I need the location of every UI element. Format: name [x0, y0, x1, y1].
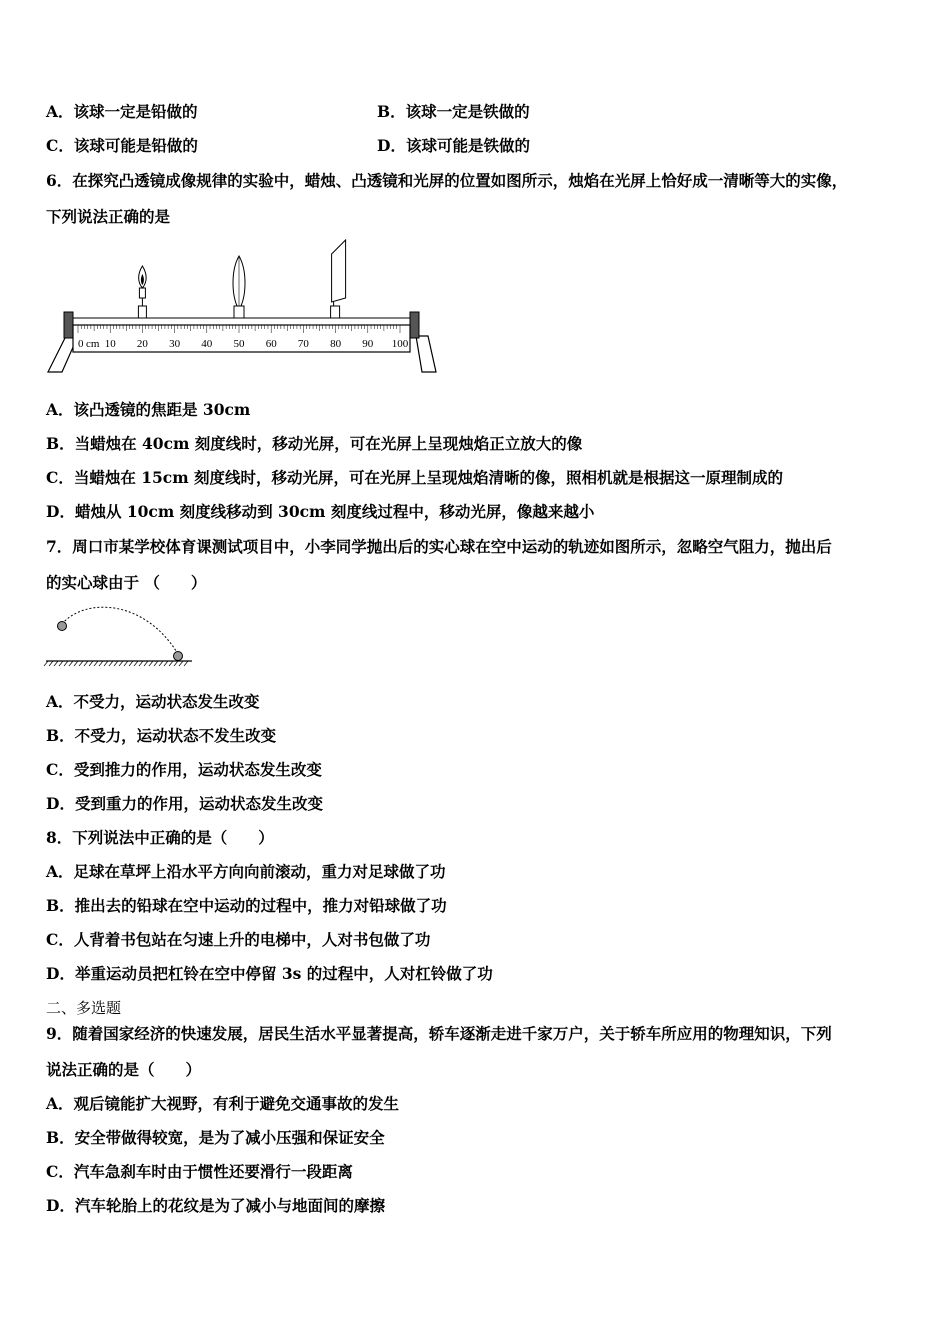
hatch-mark	[184, 661, 188, 666]
hatch-mark	[99, 661, 103, 666]
q7-option-b: B．不受力，运动状态不发生改变	[46, 726, 277, 745]
hatch-mark	[144, 661, 148, 666]
scale-tick-label: 100	[391, 338, 409, 350]
hatch-mark	[109, 661, 113, 666]
q7-option-d: D．受到重力的作用，运动状态发生改变	[46, 794, 323, 813]
scale-tick-label: 90	[362, 338, 374, 350]
q6-stem-line1: 6．在探究凸透镜成像规律的实验中，蜡烛、凸透镜和光屏的位置如图所示，烛焰在光屏上恰好成一清晰等大的实像，	[46, 171, 848, 190]
q6-option-a: A．该凸透镜的焦距是 30cm	[46, 400, 251, 419]
bench-right-leg	[416, 336, 436, 372]
bench-right-end	[410, 312, 419, 338]
scale-tick-label: 70	[297, 338, 309, 350]
hatch-mark	[134, 661, 138, 666]
q7-option-a: A．不受力，运动状态发生改变	[46, 692, 260, 711]
q9-stem-line1: 9．随着国家经济的快速发展，居民生活水平显著提高，轿车逐渐走进千家万户，关于轿车所应用的物理知识，下列	[46, 1024, 832, 1043]
bench-left-end	[64, 312, 73, 338]
q9-option-d: D．汽车轮胎上的花纹是为了减小与地面间的摩擦	[46, 1196, 385, 1215]
q9-option-c: C．汽车急刹车时由于惯性还要滑行一段距离	[46, 1162, 353, 1181]
q8-stem: 8．下列说法中正确的是（ ）	[46, 828, 274, 847]
q8-option-b: B．推出去的铅球在空中运动的过程中，推力对铅球做了功	[46, 896, 447, 915]
hatch-mark	[114, 661, 118, 666]
hatch-mark	[179, 661, 183, 666]
bench-rail	[73, 318, 410, 325]
hatch-mark	[139, 661, 143, 666]
hatch-mark	[104, 661, 108, 666]
scale-tick-label: 30	[169, 338, 181, 350]
hatch-mark	[94, 661, 98, 666]
q7-stem-line1: 7．周口市某学校体育课测试项目中，小李同学抛出后的实心球在空中运动的轨迹如图所示，忽略空气阻力，抛出后	[46, 537, 832, 556]
section-title-multiple-choice: 二、多选题	[46, 999, 122, 1017]
q8-option-d: D．举重运动员把杠铃在空中停留 3s 的过程中，人对杠铃做了功	[46, 964, 493, 983]
q5-option-a: A．该球一定是铅做的	[46, 102, 198, 121]
hatch-mark	[89, 661, 93, 666]
scale-tick-label: 0	[78, 338, 84, 350]
optical-bench-figure	[44, 236, 444, 376]
q5-option-d: D．该球可能是铁做的	[377, 136, 530, 155]
hatch-mark	[64, 661, 68, 666]
ball-trajectory-figure	[44, 602, 204, 672]
hatch-mark	[84, 661, 88, 666]
hatch-mark	[124, 661, 128, 666]
ground-hatch	[44, 661, 188, 666]
q8-option-a: A．足球在草坪上沿水平方向向前滚动，重力对足球做了功	[46, 862, 446, 881]
hatch-mark	[54, 661, 58, 666]
q8-option-c: C．人背着书包站在匀速上升的电梯中，人对书包做了功	[46, 930, 431, 949]
hatch-mark	[74, 661, 78, 666]
q9-option-a: A．观后镜能扩大视野，有利于避免交通事故的发生	[46, 1094, 400, 1113]
hatch-mark	[44, 661, 48, 666]
hatch-mark	[49, 661, 53, 666]
ball-start	[58, 622, 67, 631]
q5-option-b: B．该球一定是铁做的	[377, 102, 530, 121]
convex-lens	[233, 256, 245, 318]
hatch-mark	[119, 661, 123, 666]
q6-option-c: C．当蜡烛在 15cm 刻度线时，移动光屏，可在光屏上呈现烛焰清晰的像，照相机就是根据这一原理制成的	[46, 468, 784, 487]
hatch-mark	[129, 661, 133, 666]
scale-tick-label: 80	[330, 338, 342, 350]
hatch-mark	[169, 661, 173, 666]
scale-tick-label: 50	[233, 338, 245, 350]
q6-option-b: B．当蜡烛在 40cm 刻度线时，移动光屏，可在光屏上呈现烛焰正立放大的像	[46, 434, 583, 453]
hatch-mark	[159, 661, 163, 666]
ball-landing	[174, 652, 183, 661]
hatch-mark	[79, 661, 83, 666]
q7-option-c: C．受到推力的作用，运动状态发生改变	[46, 760, 322, 779]
q9-option-b: B．安全带做得较宽，是为了减小压强和保证安全	[46, 1128, 385, 1147]
scale-tick-label: 40	[201, 338, 213, 350]
light-screen	[331, 240, 346, 318]
scale-tick-label: 60	[265, 338, 277, 350]
q7-stem-line2: 的实心球由于 （ ）	[46, 573, 207, 592]
hatch-mark	[149, 661, 153, 666]
scale-tick-label: 20	[136, 338, 148, 350]
hatch-mark	[69, 661, 73, 666]
scale-tick-label: 10	[104, 338, 116, 350]
hatch-mark	[164, 661, 168, 666]
q6-option-d: D．蜡烛从 10cm 刻度线移动到 30cm 刻度线过程中，移动光屏，像越来越小	[46, 502, 595, 521]
candle	[138, 266, 146, 318]
trajectory-dotted-path	[62, 607, 178, 654]
hatch-mark	[59, 661, 63, 666]
q6-stem-line2: 下列说法正确的是	[46, 207, 171, 226]
q5-option-c: C．该球可能是铅做的	[46, 136, 198, 155]
scale-unit-label: cm	[86, 338, 100, 350]
hatch-mark	[174, 661, 178, 666]
q9-stem-line2: 说法正确的是（ ）	[46, 1060, 202, 1079]
hatch-mark	[154, 661, 158, 666]
